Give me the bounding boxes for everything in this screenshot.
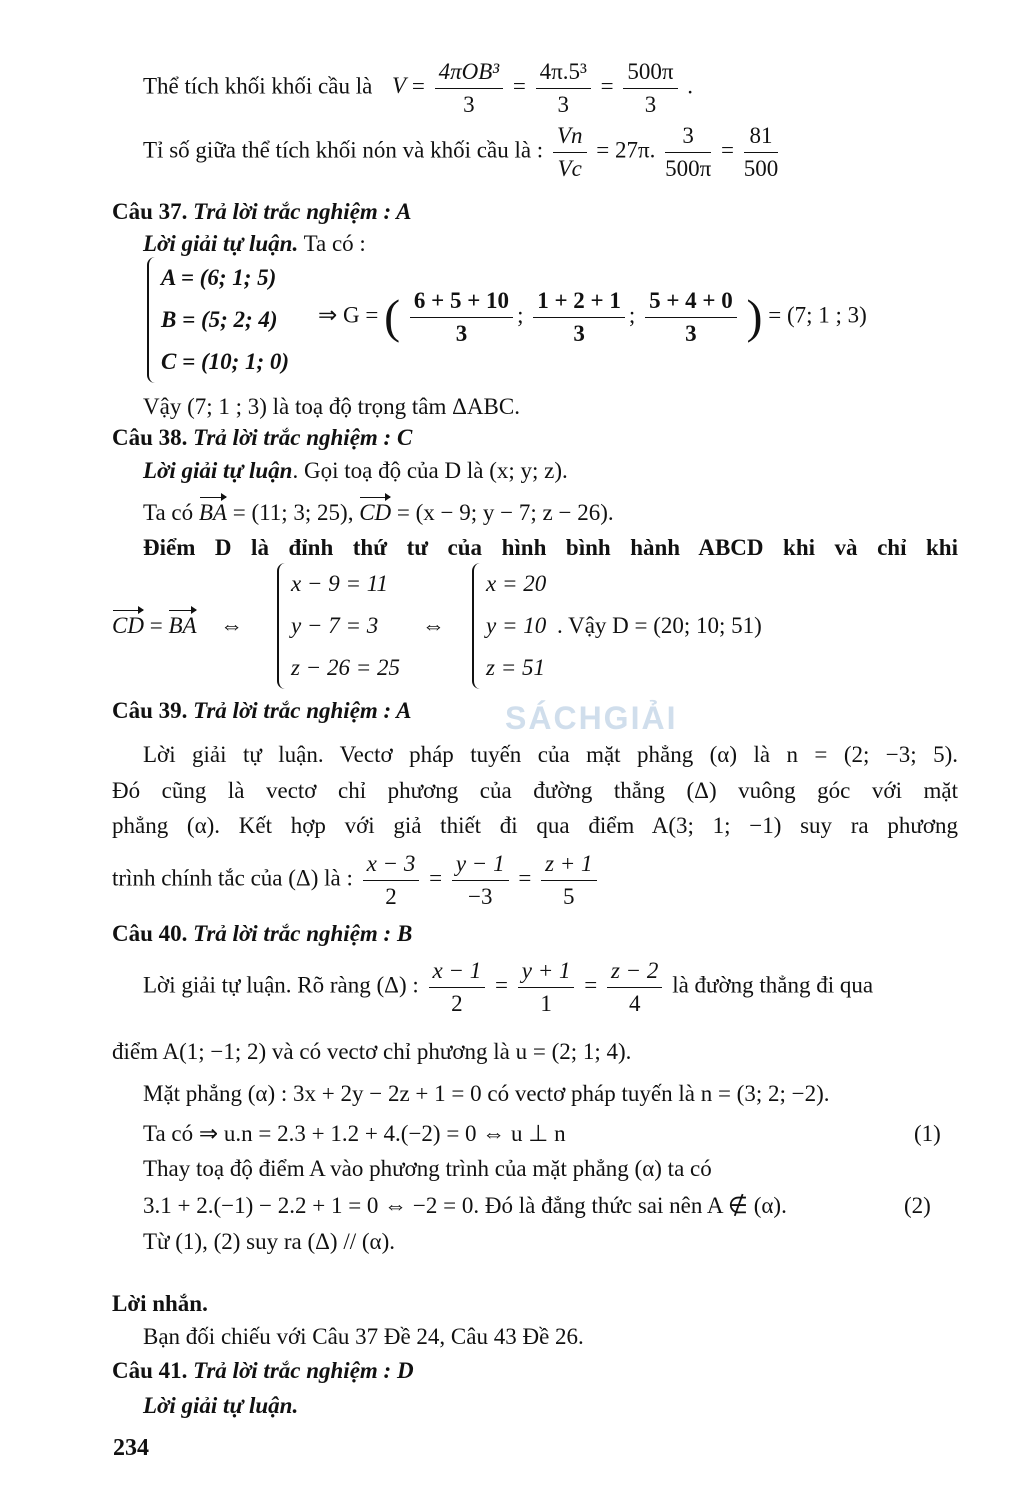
q40-fraction-z: $\frac{z - 2}{4}$ <box>607 957 662 1017</box>
sphere-fraction-2: $\frac{\text{4π.5³}}{3}$ <box>536 58 591 118</box>
q40-tag-2: (2) <box>904 1193 931 1218</box>
watermark-logo: SÁCHGIẢI <box>505 700 678 736</box>
ratio-fraction-3: $\frac{81}{500}$ <box>743 123 779 181</box>
q37-conclusion: Vậy (7; 1 ; 3) là toạ độ trọng tâm ΔABC. <box>143 394 520 419</box>
q38-vectors-line: Ta có BA = (11; 3; 25), CD = (x − 9; y − 7; z − 26). <box>143 500 614 525</box>
q39-para-1: Lời giải tự luận. Vectơ pháp tuyến của mặt phẳng (α) là n = (2; −3; 5). <box>143 742 958 767</box>
q37-solution-intro: Lời giải tự luận. Ta có : <box>143 231 366 256</box>
q39-line-equation: trình chính tắc của (Δ) là : $\frac{x - 3}{2}$ = $\frac{y - 1}{-3}$ = $\frac{z + 1}{5}$ <box>112 850 601 910</box>
page-number: 234 <box>113 1435 149 1461</box>
vector-CD: CD <box>359 500 392 525</box>
note-text: Bạn đối chiếu với Câu 37 Đề 24, Câu 43 Đề 26. <box>143 1324 584 1349</box>
sphere-volume-line: Thể tích khối khối cầu là V = $\frac{\text{4πOB³}}{3}$ = $\frac{\text{4π.5³}}{3}$ = $\frac{500\pi}{3}$ . <box>143 59 694 117</box>
sphere-fraction-1: $\frac{\text{4πOB³}}{3}$ <box>435 58 504 118</box>
q38-system-2: x = 20 y = 10 z = 51 <box>472 563 562 689</box>
q40-fraction-y: $\frac{y + 1}{1}$ <box>518 957 575 1017</box>
q40-line-2: điểm A(1; −1; 2) và có vectơ chỉ phương là u = (2; 1; 4). <box>112 1039 632 1064</box>
point-B: B = (5; 2; 4) <box>161 307 278 332</box>
q38-iff-2: ⇔ <box>422 613 445 638</box>
q40-heading: Câu 40. Trả lời trắc nghiệm : B <box>112 921 413 946</box>
ratio-text: Tỉ số giữa thể tích khối nón và khối cầu là : <box>143 137 544 163</box>
q40-fraction-x: $\frac{x - 1}{2}$ <box>429 957 486 1017</box>
ratio-line: Tỉ số giữa thể tích khối nón và khối cầu là : $\frac{Vn}{Vc}$ = 27π. $\frac{3}{500\pi}$ = $\frac{81}{500}$ <box>143 123 779 181</box>
q39-fraction-x: $\frac{x - 3}{2}$ <box>363 850 420 910</box>
q38-solution-intro: Lời giải tự luận. Gọi toạ độ của D là (x; y; z). <box>143 458 568 483</box>
q40-line-3: Mặt phẳng (α) : 3x + 2y − 2z + 1 = 0 có vectơ pháp tuyến là n = (3; 2; −2). <box>143 1081 830 1106</box>
centroid-formula: ⇒ G = ( $\frac{6 + 5 + 10}{3}$ ; $\frac{1 + 2 + 1}{3}$ ; $\frac{5 + 4 + 0}{3}$ ) = (7; 1 ; 3) <box>318 288 867 346</box>
q41-heading: Câu 41. Trả lời trắc nghiệm : D <box>112 1358 414 1383</box>
q37-point-system <box>147 257 337 383</box>
centroid-z-fraction: $\frac{5 + 4 + 0}{3}$ <box>645 287 737 347</box>
point-C: C = (10; 1; 0) <box>161 349 290 374</box>
q38-conclusion: . Vậy D = (20; 10; 51) <box>557 613 762 638</box>
q40-tag-1: (1) <box>914 1121 941 1146</box>
q40-line-4: Ta có ⇒ u.n = 2.3 + 1.2 + 4.(−2) = 0 ⇔ u ⊥ n <box>143 1121 566 1146</box>
point-A: A = (6; 1; 5) <box>161 265 277 290</box>
q39-fraction-z: $\frac{z + 1}{5}$ <box>541 850 596 910</box>
sphere-fraction-3: $\frac{500\pi}{3}$ <box>623 58 677 118</box>
ratio-fraction-1: $\frac{Vn}{Vc}$ <box>553 122 587 182</box>
q40-line-7: Từ (1), (2) suy ra (Δ) // (α). <box>143 1229 395 1254</box>
q38-vector-equation: CD = BA ⇔ <box>112 613 244 638</box>
q40-line-1: Lời giải tự luận. Rõ ràng (Δ) : $\frac{x - 1}{2}$ = $\frac{y + 1}{1}$ = $\frac{z - 2}{4}$ là đường thẳng đi qua <box>143 958 874 1016</box>
sphere-volume-text: Thể tích khối khối cầu là <box>143 73 373 99</box>
centroid-x-fraction: $\frac{6 + 5 + 10}{3}$ <box>410 287 513 347</box>
q39-para-3: phẳng (α). Kết hợp với giả thiết đi qua điểm A(3; 1; −1) suy ra phương <box>112 813 958 838</box>
ratio-fraction-2: $\frac{3}{500\pi}$ <box>665 123 712 181</box>
note-heading: Lời nhắn. <box>112 1291 208 1316</box>
q40-line-5: Thay toạ độ điểm A vào phương trình của mặt phẳng (α) ta có <box>143 1156 712 1181</box>
q38-parallelogram-line: Điểm D là đỉnh thứ tư của hình bình hành ABCD khi và chỉ khi <box>143 535 958 560</box>
sphere-V-symbol: V <box>392 73 407 99</box>
q38-heading: Câu 38. Trả lời trắc nghiệm : C <box>112 425 413 450</box>
centroid-y-fraction: $\frac{1 + 2 + 1}{3}$ <box>533 287 625 347</box>
q39-fraction-y: $\frac{y - 1}{-3}$ <box>452 850 509 910</box>
q40-line-6: 3.1 + 2.(−1) − 2.2 + 1 = 0 ⇔ −2 = 0. Đó là đẳng thức sai nên A ∉ (α). <box>143 1193 787 1218</box>
vector-BA: BA <box>198 500 227 525</box>
q41-solution: Lời giải tự luận. <box>143 1393 299 1418</box>
q39-para-2: Đó cũng là vectơ chỉ phương của đường thẳng (Δ) vuông góc với mặt <box>112 778 958 803</box>
q38-system-1: x − 9 = 11 y − 7 = 3 z − 26 = 25 <box>277 563 427 689</box>
q37-heading: Câu 37. Trả lời trắc nghiệm : A <box>112 199 412 224</box>
q39-heading: Câu 39. Trả lời trắc nghiệm : A <box>112 698 412 723</box>
